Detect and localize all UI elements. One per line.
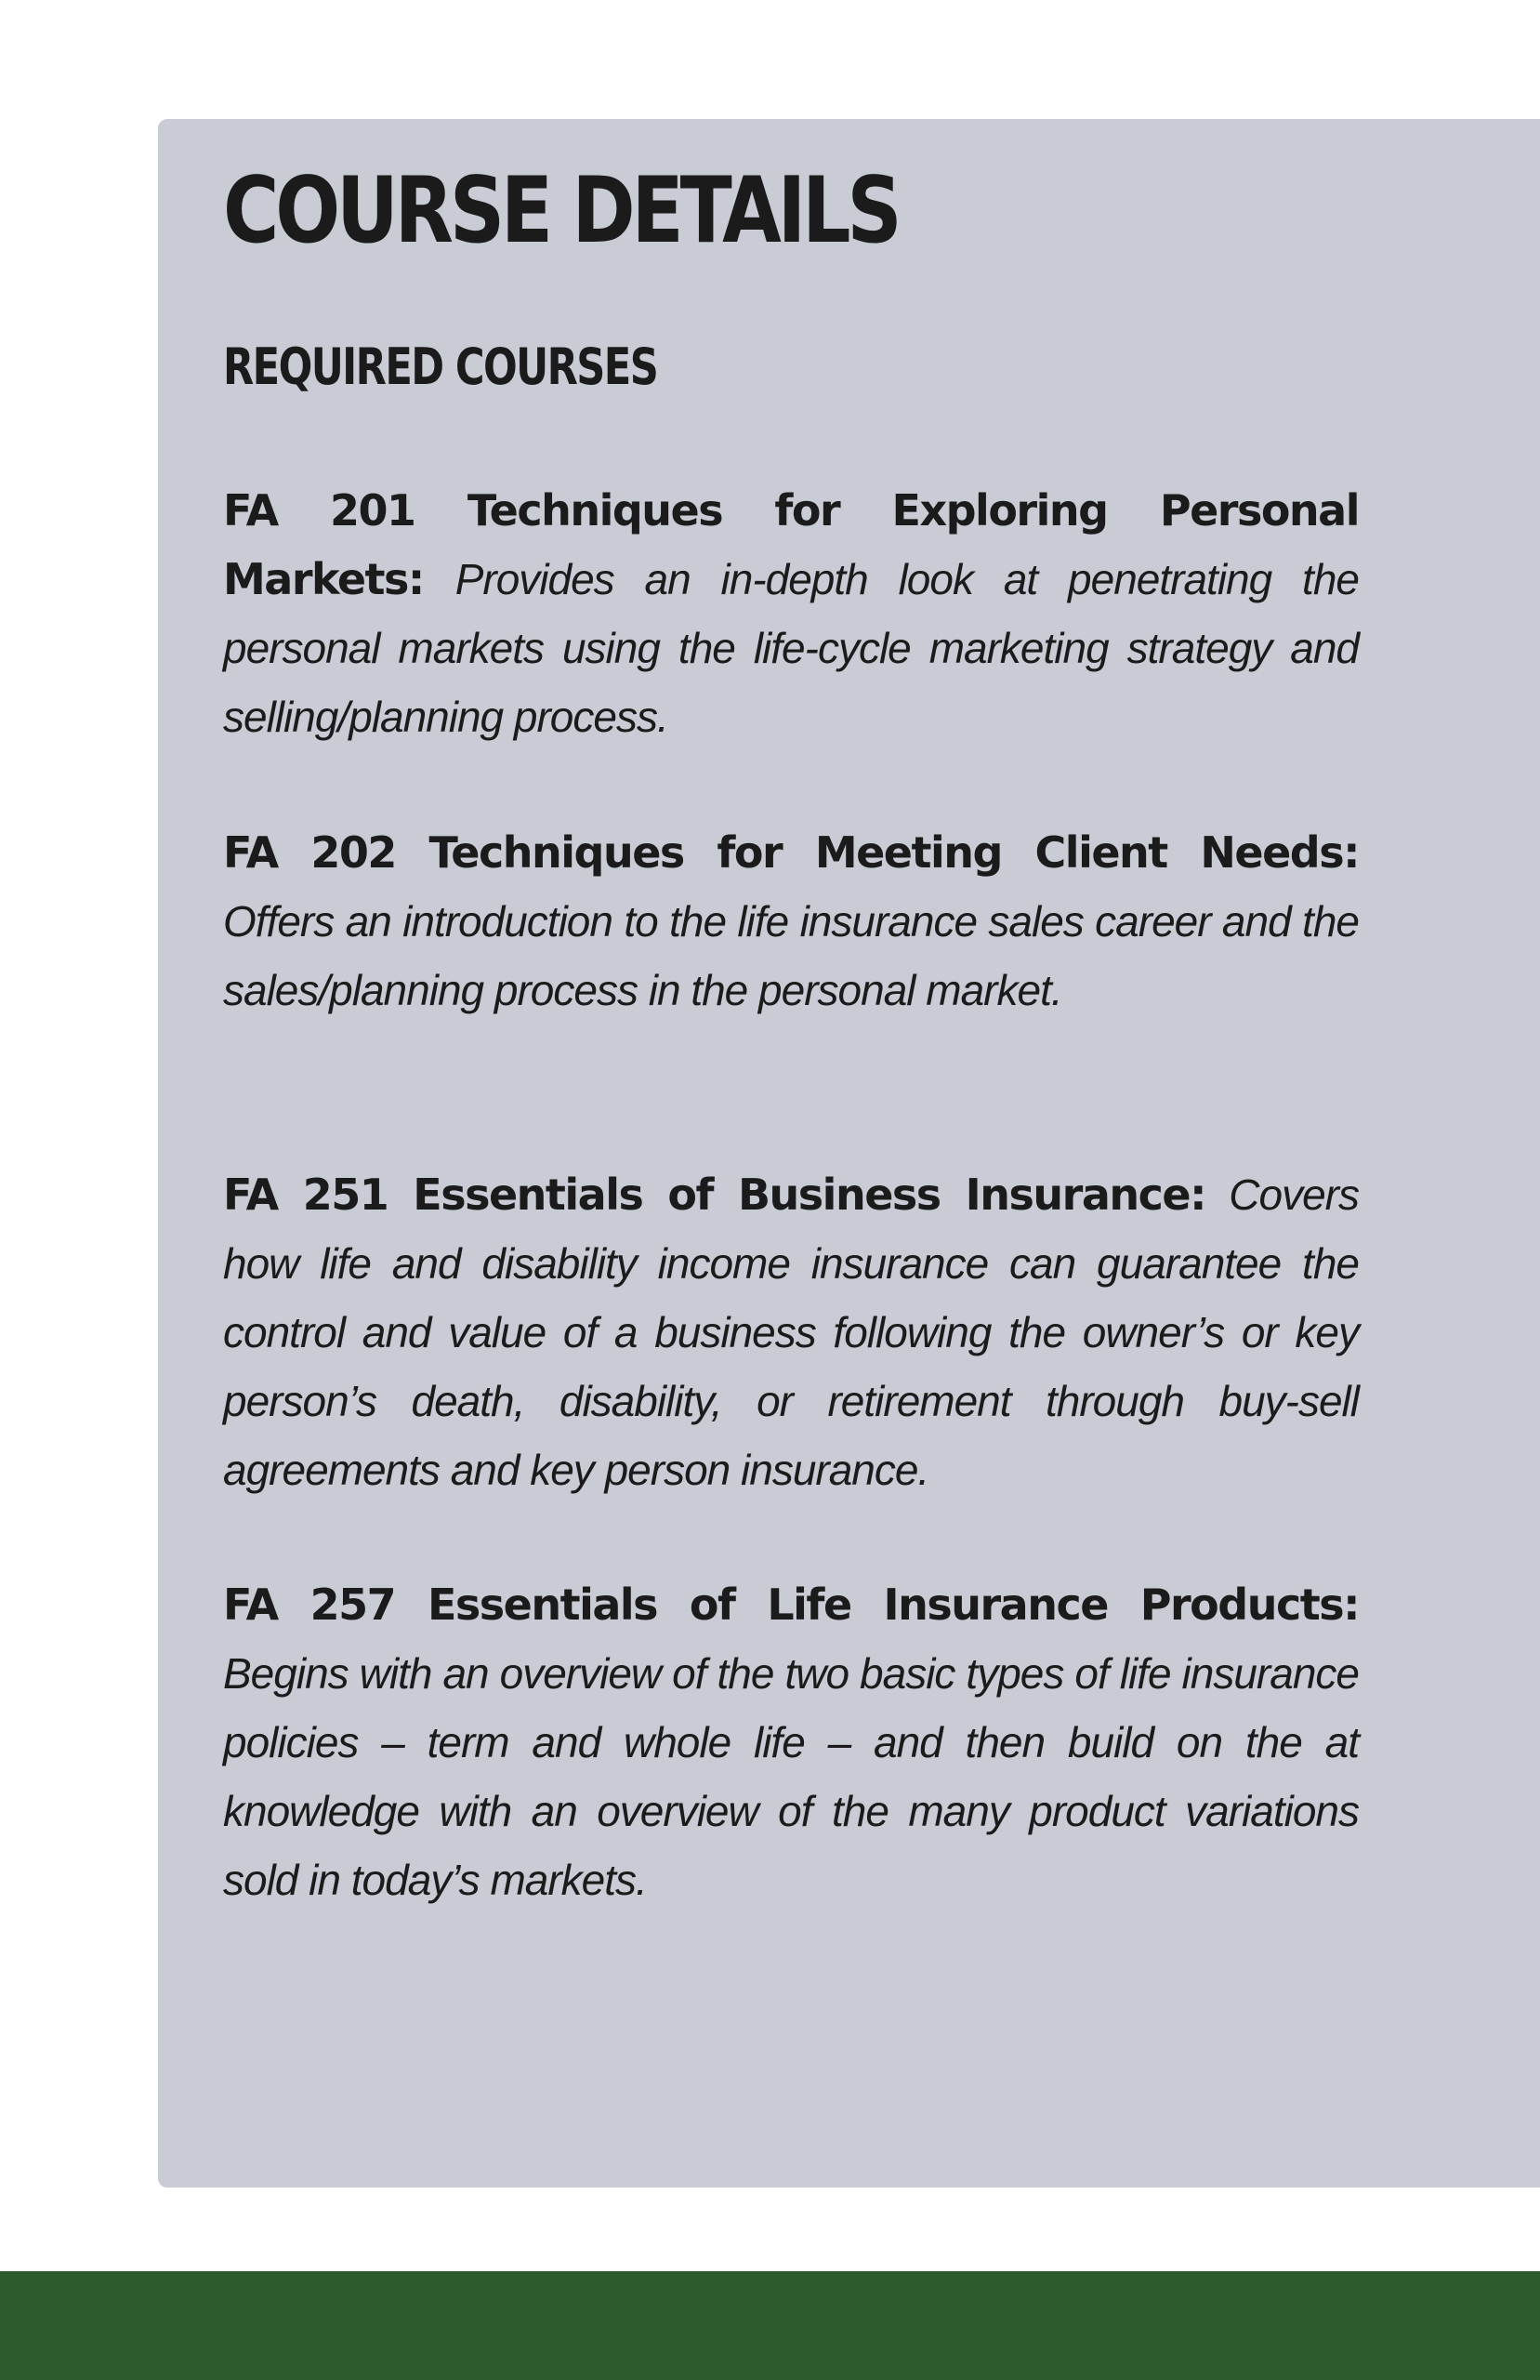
course-item-fa-251 — [223, 1160, 1359, 1504]
course-description: Covers how life and disability income insurance can guarantee the control and value of a business following the owner’s or key person’s death, disability, or retirement through buy-sell agreements and key person insurance. — [223, 1170, 1359, 1494]
course-item-fa-257 — [223, 1570, 1359, 1914]
course-title: FA 201 Techniques for Exploring Personal Markets: — [223, 485, 1359, 604]
course-title: FA 202 Techniques for Meeting Client Needs: — [223, 827, 1359, 878]
footer-band — [0, 2271, 1540, 2380]
section-heading-required-courses: REQUIRED COURSES — [223, 337, 658, 396]
course-description: Begins with an overview of the two basic types of life insurance policies – term and whole life – and then build on the at knowledge with an overview of the many product variations sold in today’s markets. — [223, 1649, 1359, 1904]
course-title: FA 251 Essentials of Business Insurance: — [223, 1170, 1205, 1220]
page-title: COURSE DETAILS — [223, 158, 899, 264]
course-item-fa-201 — [223, 476, 1359, 751]
course-description: Provides an in-depth look at penetrating the personal markets using the life-cycle marketing strategy and selling/planning process. — [223, 555, 1360, 741]
course-description: Offers an introduction to the life insurance sales career and the sales/planning process in the personal market. — [223, 897, 1359, 1014]
course-item-fa-202 — [223, 818, 1359, 1025]
course-details-panel — [158, 119, 1540, 2188]
course-title: FA 257 Essentials of Life Insurance Products: — [223, 1580, 1359, 1630]
